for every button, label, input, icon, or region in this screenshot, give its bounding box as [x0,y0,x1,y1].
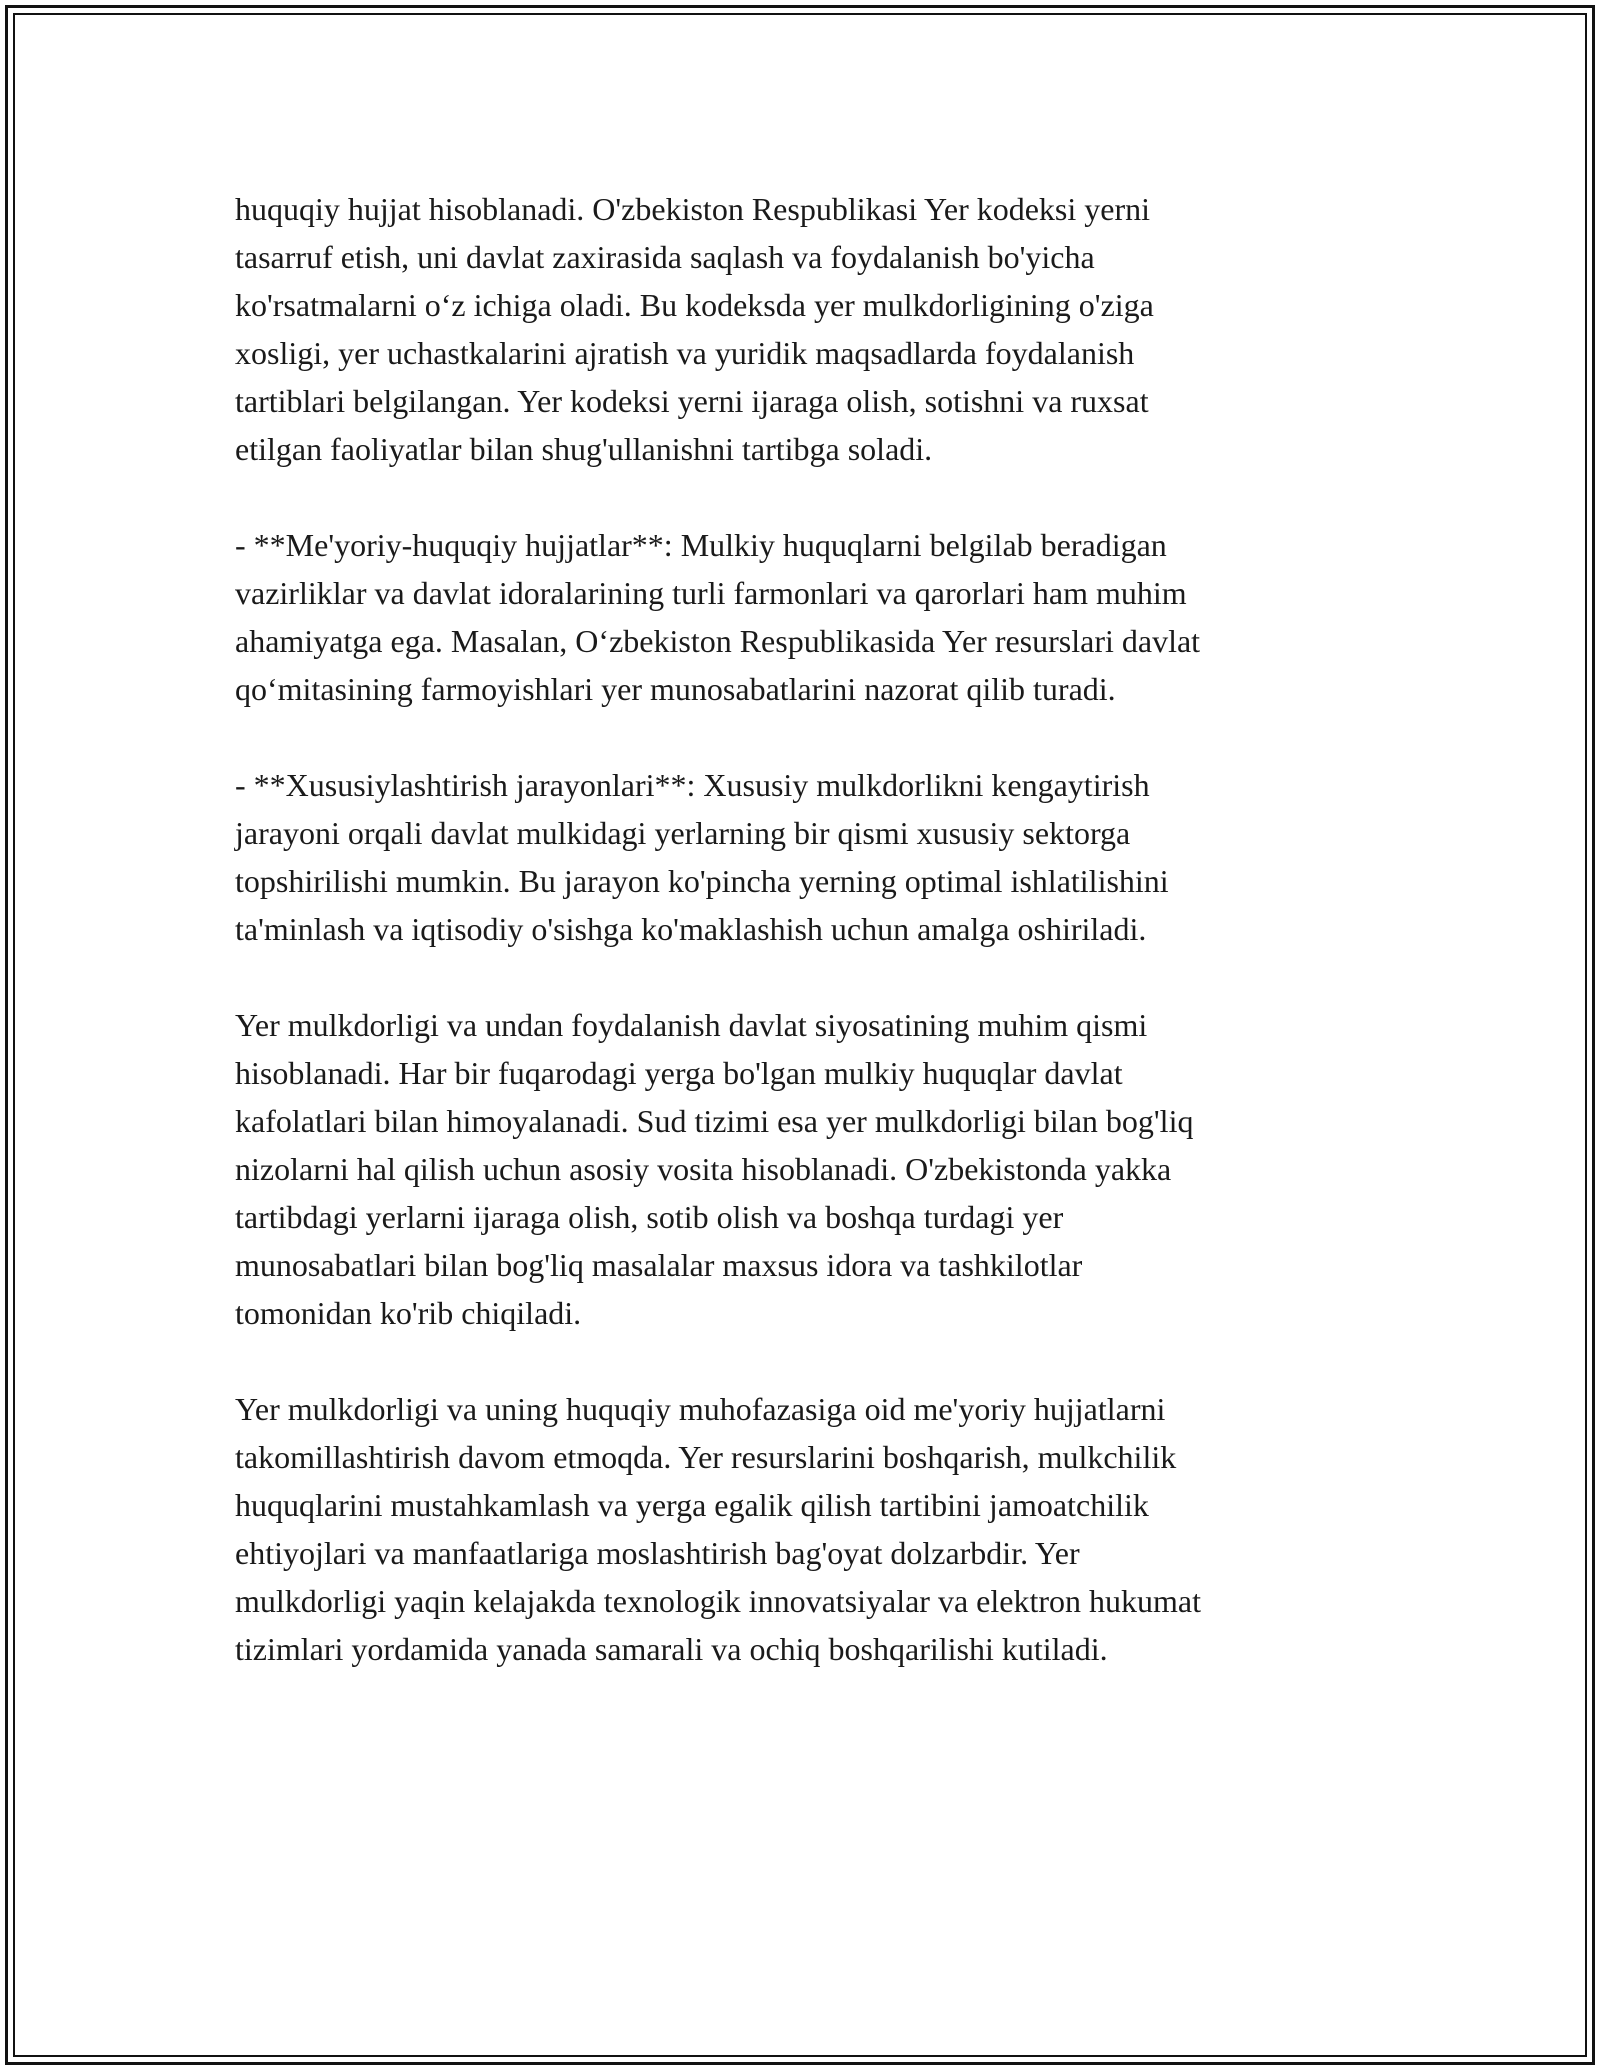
paragraph-davlat-siyosati: Yer mulkdorligi va undan foydalanish davlat siyosatining muhim qismi hisoblanadi. Har bir fuqarodagi yerga bo'lgan mulkiy huquqlar davlat kafolatlari bilan himoyalanadi. Sud tizimi esa yer mulkdorligi bilan bog'liq nizolarni hal qilish uchun asosiy vosita hisoblanadi. O'zbekistonda yakka tartibdagi yerlarni ijaraga olish, sotib olish va boshqa turdagi yer munosabatlari bilan bog'liq masalalar maxsus idora va tashkilotlar tomonidan ko'rib chiqiladi. [235,1007,1194,1331]
paragraph-xususiylashtirish: - **Xususiylashtirish jarayonlari**: Xususiy mulkdorlikni kengaytirish jarayoni orqali davlat mulkidagi yerlarning bir qismi xususiy sektorga topshirilishi mumkin. Bu jarayon ko'pincha yerning optimal ishlatilishini ta'minlash va iqtisodiy o'sishga ko'maklashish uchun amalga oshiriladi. [235,767,1169,947]
paragraph-takomillashtirish: Yer mulkdorligi va uning huquqiy muhofazasiga oid me'yoriy hujjatlarni takomillashtirish davom etmoqda. Yer resurslarini boshqarish, mulkchilik huquqlarini mustahkamlash va yerga egalik qilish tartibini jamoatchilik ehtiyojlari va manfaatlariga moslashtirish bag'oyat dolzarbdir. Yer mulkdorligi yaqin kelajakda texnologik innovatsiyalar va elektron hukumat tizimlari yordamida yanada samarali va ochiq boshqarilishi kutiladi. [235,1391,1201,1667]
paragraph-meyoriy-huquqiy-hujjatlar: - **Me'yoriy-huquqiy hujjatlar**: Mulkiy huquqlarni belgilab beradigan vazirliklar va davlat idoralarining turli farmonlari va qarorlari ham muhim ahamiyatga ega. Masalan, O‘zbekiston Respublikasida Yer resurslari davlat qo‘mitasining farmoyishlari yer munosabatlarini nazorat qilib turadi. [235,527,1201,707]
document-body [235,185,1355,1721]
paragraph-yer-kodeksi: huquqiy hujjat hisoblanadi. O'zbekiston Respublikasi Yer kodeksi yerni tasarruf etish, uni davlat zaxirasida saqlash va foydalanish bo'yicha ko'rsatmalarni o‘z ichiga oladi. Bu kodeksda yer mulkdorligining o'ziga xosligi, yer uchastkalarini ajratish va yuridik maqsadlarda foydalanish tartiblari belgilangan. Yer kodeksi yerni ijaraga olish, sotishni va ruxsat etilgan faoliyatlar bilan shug'ullanishni tartibga soladi. [235,191,1154,467]
